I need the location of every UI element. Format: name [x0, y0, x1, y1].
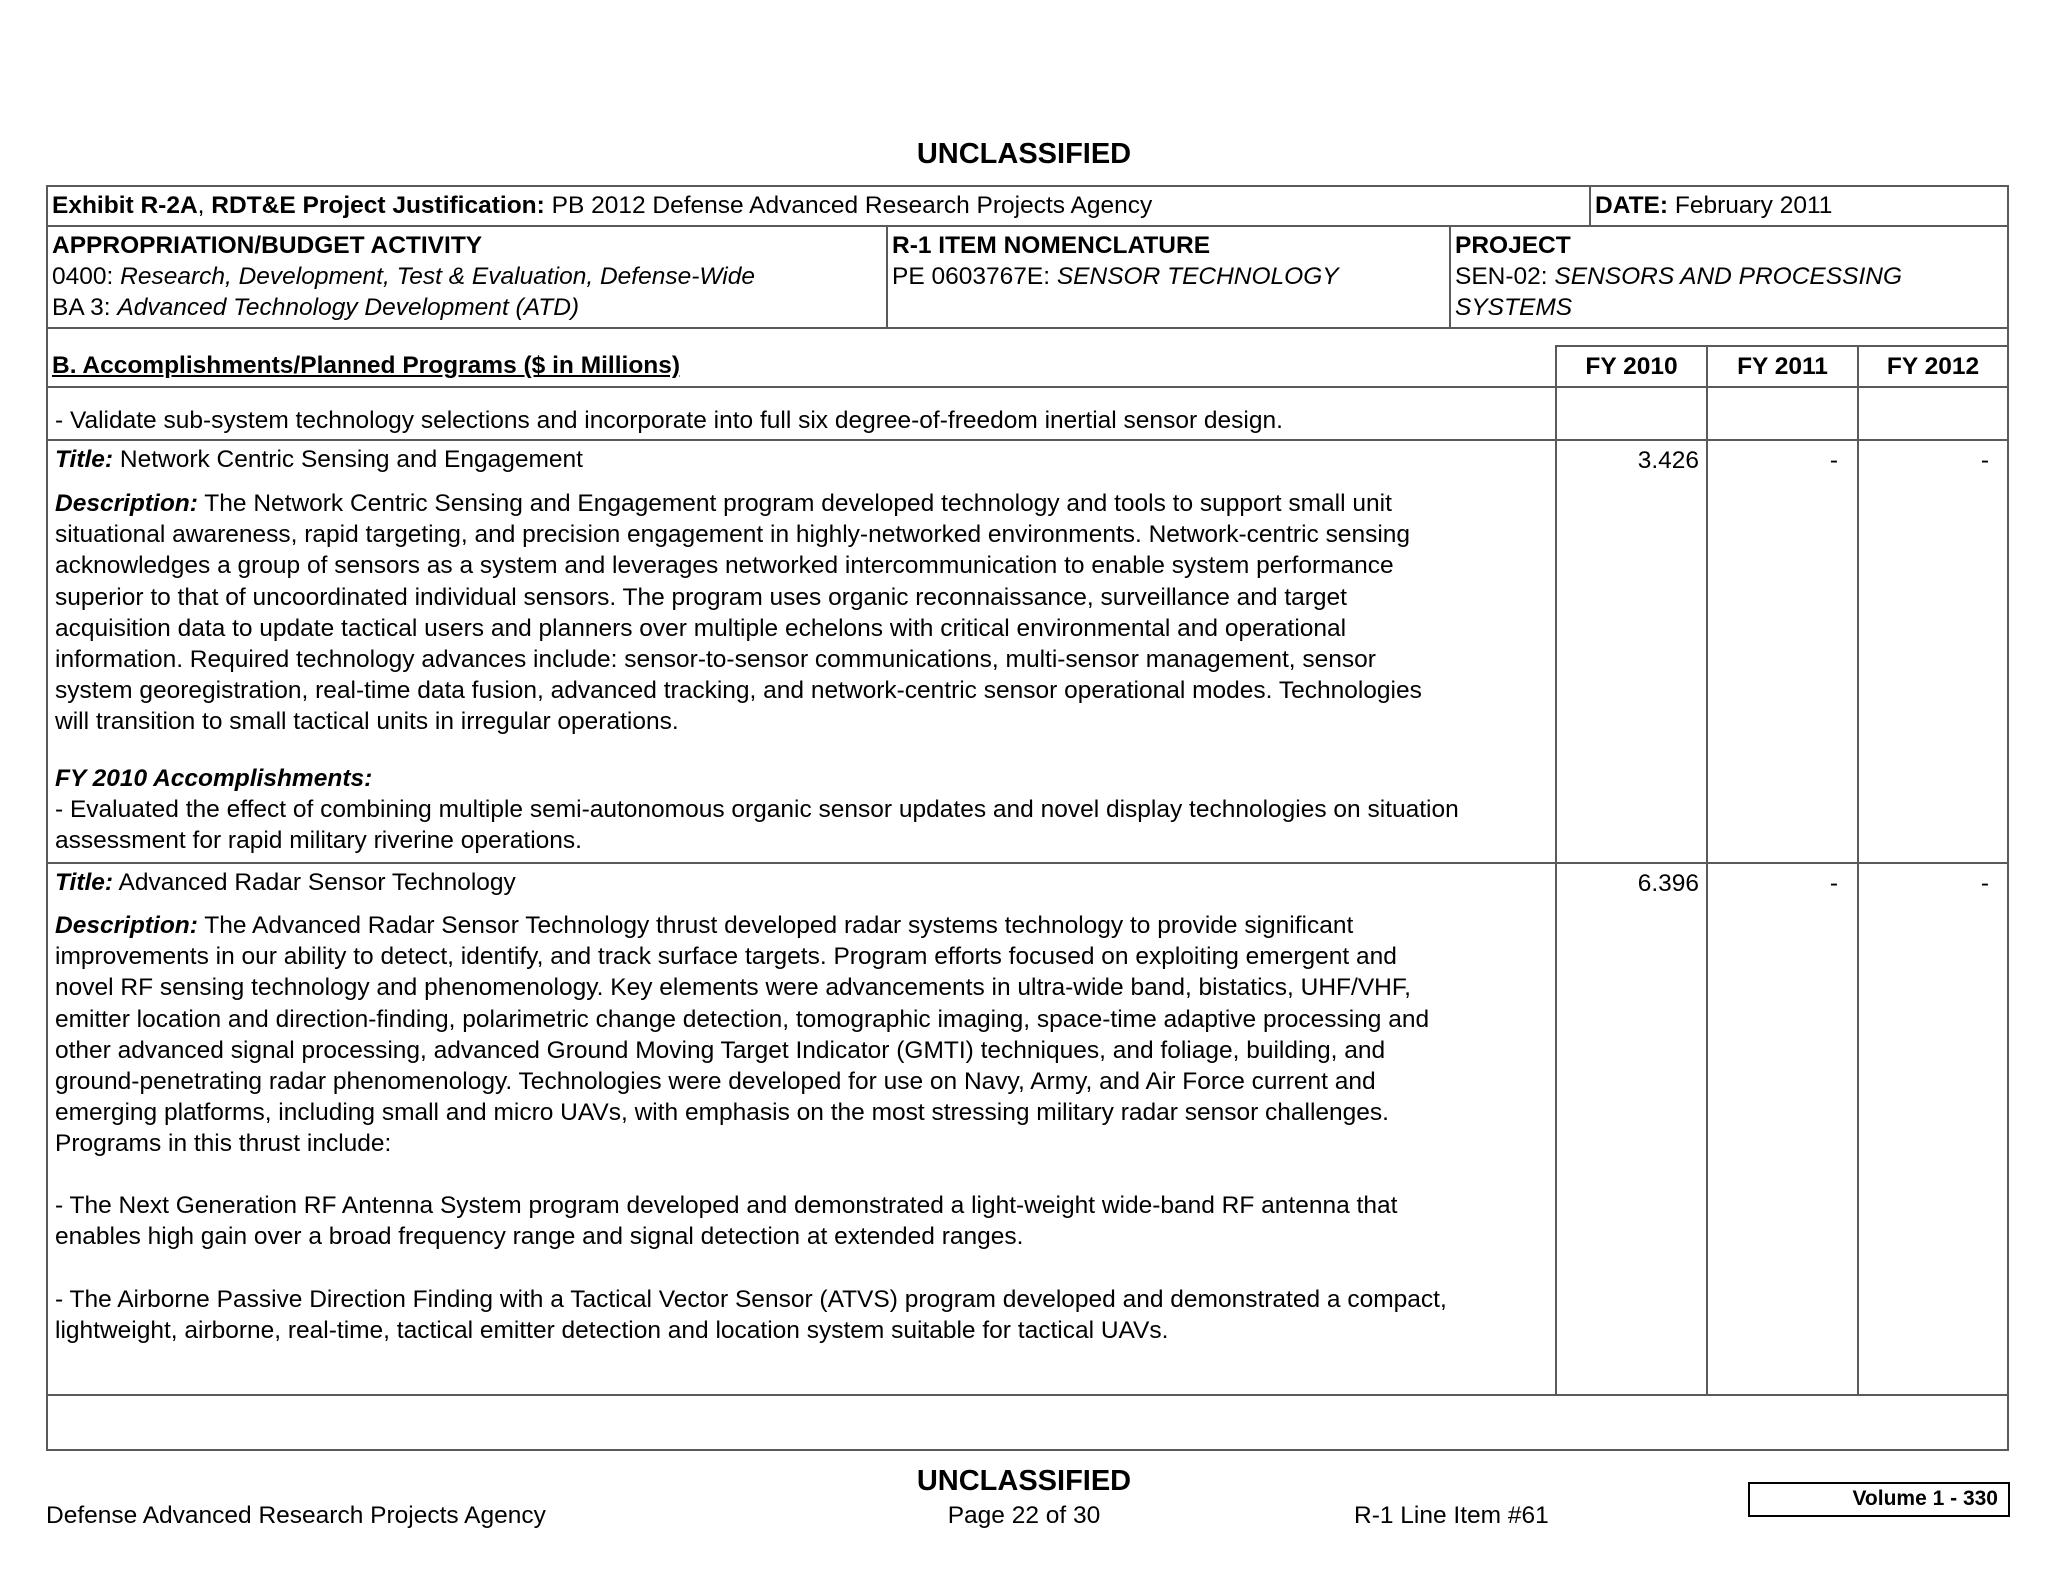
- classification-top: UNCLASSIFIED: [916, 138, 1132, 170]
- row2-bullet-2: - The Airborne Passive Direction Finding with a Tactical Vector Sensor (ATVS) program developed and demonstrated a compact, lightweight, airborne, real-time, tactical emitter detection and location system suitable for tactical UAVs.: [55, 1286, 1447, 1345]
- header-divider-1: [46, 225, 2009, 227]
- appropriation-block: APPROPRIATION/BUDGET ACTIVITY 0400: Research, Development, Test & Evaluation, Defense-Wide BA 3: Advanced Technology Development (ATD): [52, 232, 755, 321]
- table-border-bottom: [46, 1449, 2009, 1451]
- footer-page-number: Page 22 of 30: [947, 1502, 1101, 1529]
- carryover-text: - Validate sub-system technology selections and incorporate into full six degree-of-freedom inertial sensor design.: [55, 407, 1283, 434]
- row1-title: Title: Network Centric Sensing and Engagement: [55, 446, 583, 473]
- header-divider-2: [46, 327, 2009, 329]
- row1-accomplishments-label: FY 2010 Accomplishments:: [55, 765, 373, 792]
- date-field: DATE: February 2011: [1595, 192, 1833, 219]
- row2-title: Title: Advanced Radar Sensor Technology: [55, 869, 516, 896]
- row2-description: Description: The Advanced Radar Sensor Technology thrust developed radar systems technology to provide significant improvements in our ability to detect, identify, and track surface targets. Program efforts focused on exploiting emergent and novel RF sensing technology and phenomenology. Key elements were advancements in ultra-wide band, bistatics, UHF/VHF, emitter location and direction-finding, polarimetric change detection, tomographic imaging, space-time adaptive processing and other advanced signal processing, advanced Ground Moving Target Indicator (GMTI) techniques, and foliage, building, and ground-penetrating radar phenomenology. Technologies were developed for use on Navy, Army, and Air Force current and emerging platforms, including small and micro UAVs, with emphasis on the most stressing military radar sensor challenges. Programs in this thrust include:: [55, 912, 1430, 1158]
- r1-divider: [886, 225, 888, 328]
- row-divider-3: [46, 1394, 2009, 1396]
- fy2010-header: FY 2010: [1585, 353, 1678, 380]
- row2-fy2012-value: -: [1980, 870, 1989, 897]
- table-border-top: [46, 185, 2009, 187]
- exhibit-title: Exhibit R-2A, RDT&E Project Justification: PB 2012 Defense Advanced Research Projects Agency: [52, 192, 1153, 219]
- section-b-header-bottom: [46, 386, 2009, 388]
- footer-volume-box: Volume 1 - 330: [1748, 1482, 2010, 1517]
- row1-fy2012-value: -: [1980, 447, 1989, 474]
- row2-bullet-1: - The Next Generation RF Antenna System program developed and demonstrated a light-weight wide-band RF antenna that enables high gain over a broad frequency range and signal detection at extended ranges.: [55, 1192, 1398, 1251]
- fy2012-header: FY 2012: [1886, 353, 1980, 380]
- row-divider-1: [46, 439, 2009, 441]
- project-block: PROJECT SEN-02: SENSORS AND PROCESSING SYSTEMS: [1455, 232, 1903, 321]
- fy-header-top: [1555, 345, 2009, 347]
- r1-item-block: R-1 ITEM NOMENCLATURE PE 0603767E: SENSOR TECHNOLOGY: [892, 232, 1339, 290]
- row2-fy2011-value: -: [1829, 870, 1838, 897]
- footer-agency: Defense Advanced Research Projects Agency: [46, 1502, 546, 1529]
- footer-line-item: R-1 Line Item #61: [1354, 1502, 1549, 1529]
- row1-accomplishments: - Evaluated the effect of combining multiple semi-autonomous organic sensor updates and novel display technologies on situation assessment for rapid military riverine operations.: [55, 796, 1459, 855]
- section-b-title: B. Accomplishments/Planned Programs ($ in Millions): [52, 352, 681, 379]
- row-divider-2: [46, 862, 2009, 864]
- row1-description: Description: The Network Centric Sensing and Engagement program developed technology and tools to support small unit situational awareness, rapid targeting, and precision engagement in highly-networked environments. Network-centric sensing acknowledges a group of sensors as a system and leverages networked intercommunication to enable system performance superior to that of uncoordinated individual sensors. The program uses organic reconnaissance, surveillance and target acquisition data to update tactical users and planners over multiple echelons with critical environmental and operational information. Required technology advances include: sensor-to-sensor communications, multi-sensor management, sensor system georegistration, real-time data fusion, advanced tracking, and network-centric sensor operational modes. Technologies will transition to small tactical units in irregular operations.: [55, 490, 1422, 736]
- table-border-right: [2007, 185, 2009, 1451]
- table-border-left: [46, 185, 48, 1451]
- row1-fy2011-value: -: [1829, 447, 1838, 474]
- project-divider: [1449, 225, 1451, 328]
- classification-bottom: UNCLASSIFIED: [916, 1465, 1132, 1497]
- row1-fy2010-value: 3.426: [1637, 447, 1699, 474]
- fy2011-header: FY 2011: [1737, 353, 1828, 380]
- row2-fy2010-value: 6.396: [1637, 870, 1699, 897]
- date-divider: [1589, 185, 1591, 226]
